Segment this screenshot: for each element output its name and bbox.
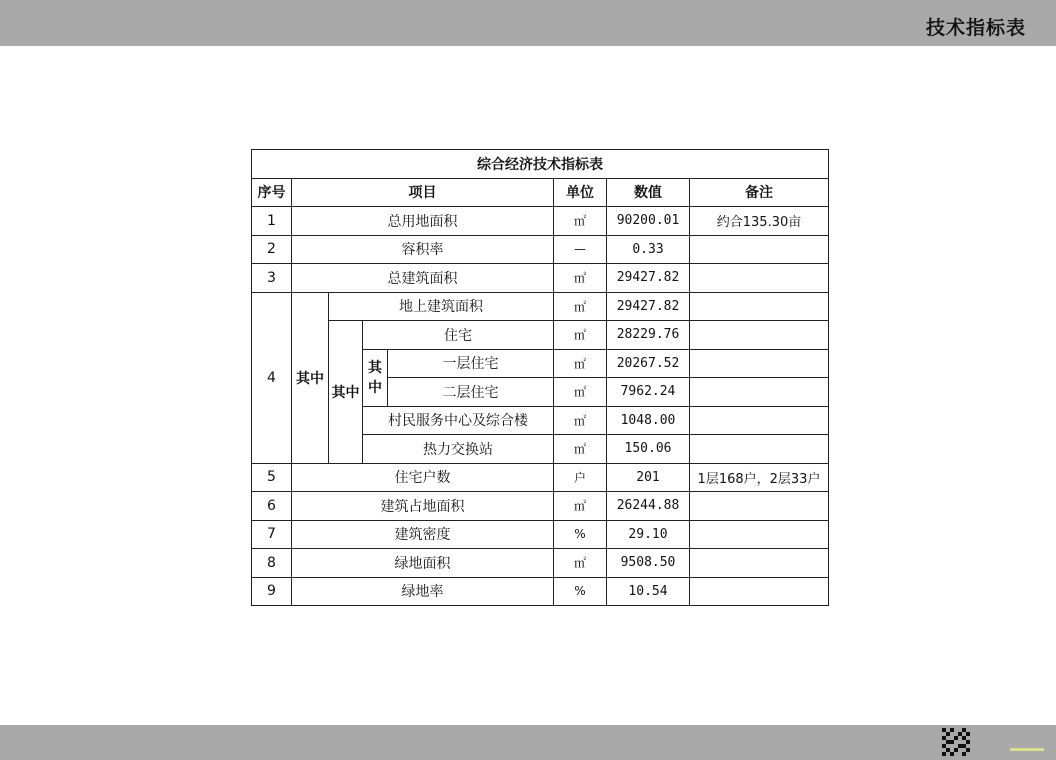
row-unit: —: [554, 235, 607, 264]
row-index: 8: [252, 549, 292, 578]
row-unit: %: [554, 520, 607, 549]
row-unit: ㎡: [554, 549, 607, 578]
indicator-sheet: [251, 149, 829, 606]
row-note: 约合135.30亩: [690, 207, 829, 236]
row-unit: ㎡: [554, 292, 607, 321]
row-index: 1: [252, 207, 292, 236]
group-label: 其中: [292, 292, 329, 463]
sub-sub-group-label-bottom: 中: [368, 379, 382, 396]
table-row: [252, 463, 829, 492]
row-unit: ㎡: [554, 406, 607, 435]
row-note: [690, 235, 829, 264]
row-item: 容积率: [292, 235, 554, 264]
row-note: [690, 406, 829, 435]
indicator-table: [251, 149, 829, 606]
table-caption-row: [252, 150, 829, 179]
sub-sub-group-label-top: 其: [368, 359, 382, 376]
row-unit: ㎡: [554, 435, 607, 464]
table-row: [252, 520, 829, 549]
row-note: [690, 349, 829, 378]
row-note: [690, 549, 829, 578]
col-header-note: 备注: [690, 178, 829, 207]
col-header-item: 项目: [292, 178, 554, 207]
row-value: 90200.01: [607, 207, 690, 236]
row-unit: ㎡: [554, 321, 607, 350]
row-item: 二层住宅: [388, 378, 554, 407]
col-header-value: 数值: [607, 178, 690, 207]
row-note: [690, 378, 829, 407]
sub-sub-group-label: [363, 349, 388, 406]
row-item: 热力交换站: [363, 435, 554, 464]
row-value: 150.06: [607, 435, 690, 464]
row-note: [690, 520, 829, 549]
col-header-unit: 单位: [554, 178, 607, 207]
table-row: [252, 235, 829, 264]
row-note: [690, 264, 829, 293]
row-item: 村民服务中心及综合楼: [363, 406, 554, 435]
table-row: [252, 549, 829, 578]
row-note: [690, 492, 829, 521]
table-header-row: [252, 178, 829, 207]
col-header-index: 序号: [252, 178, 292, 207]
row-index: 5: [252, 463, 292, 492]
row-unit: ㎡: [554, 349, 607, 378]
row-note: [690, 321, 829, 350]
table-row: [252, 577, 829, 606]
table-caption: 综合经济技术指标表: [252, 150, 829, 179]
page-title: 技术指标表: [925, 17, 1026, 39]
row-item: 地上建筑面积: [329, 292, 554, 321]
row-unit: ㎡: [554, 378, 607, 407]
row-item: 住宅: [363, 321, 554, 350]
row-unit: 户: [554, 463, 607, 492]
top-bar: [0, 0, 1056, 46]
row-item: 建筑占地面积: [292, 492, 554, 521]
row-index: 2: [252, 235, 292, 264]
row-note: [690, 292, 829, 321]
table-row: [252, 492, 829, 521]
row-unit: ㎡: [554, 207, 607, 236]
row-note: [690, 577, 829, 606]
row-note: 1层168户，2层33户: [690, 463, 829, 492]
table-row: [252, 292, 829, 321]
row-value: 0.33: [607, 235, 690, 264]
table-row: [252, 321, 829, 350]
row-unit: %: [554, 577, 607, 606]
row-index: 7: [252, 520, 292, 549]
row-value: 29427.82: [607, 292, 690, 321]
row-note: [690, 435, 829, 464]
row-item: 建筑密度: [292, 520, 554, 549]
table-row: [252, 207, 829, 236]
row-value: 201: [607, 463, 690, 492]
row-index: 6: [252, 492, 292, 521]
row-item: 绿地面积: [292, 549, 554, 578]
row-value: 7962.24: [607, 378, 690, 407]
bottom-bar: [0, 725, 1056, 760]
row-value: 29427.82: [607, 264, 690, 293]
sub-group-label: 其中: [329, 321, 363, 464]
row-value: 1048.00: [607, 406, 690, 435]
accent-line: [1010, 748, 1044, 751]
row-value: 20267.52: [607, 349, 690, 378]
row-value: 29.10: [607, 520, 690, 549]
row-value: 9508.50: [607, 549, 690, 578]
row-item: 绿地率: [292, 577, 554, 606]
row-index: 9: [252, 577, 292, 606]
dot-pattern-logo-icon: [940, 726, 972, 758]
row-item: 总用地面积: [292, 207, 554, 236]
row-value: 10.54: [607, 577, 690, 606]
table-row: [252, 264, 829, 293]
row-item: 总建筑面积: [292, 264, 554, 293]
row-item: 一层住宅: [388, 349, 554, 378]
row-index: 4: [252, 292, 292, 463]
row-item: 住宅户数: [292, 463, 554, 492]
row-index: 3: [252, 264, 292, 293]
row-value: 28229.76: [607, 321, 690, 350]
row-unit: ㎡: [554, 492, 607, 521]
row-unit: ㎡: [554, 264, 607, 293]
row-value: 26244.88: [607, 492, 690, 521]
